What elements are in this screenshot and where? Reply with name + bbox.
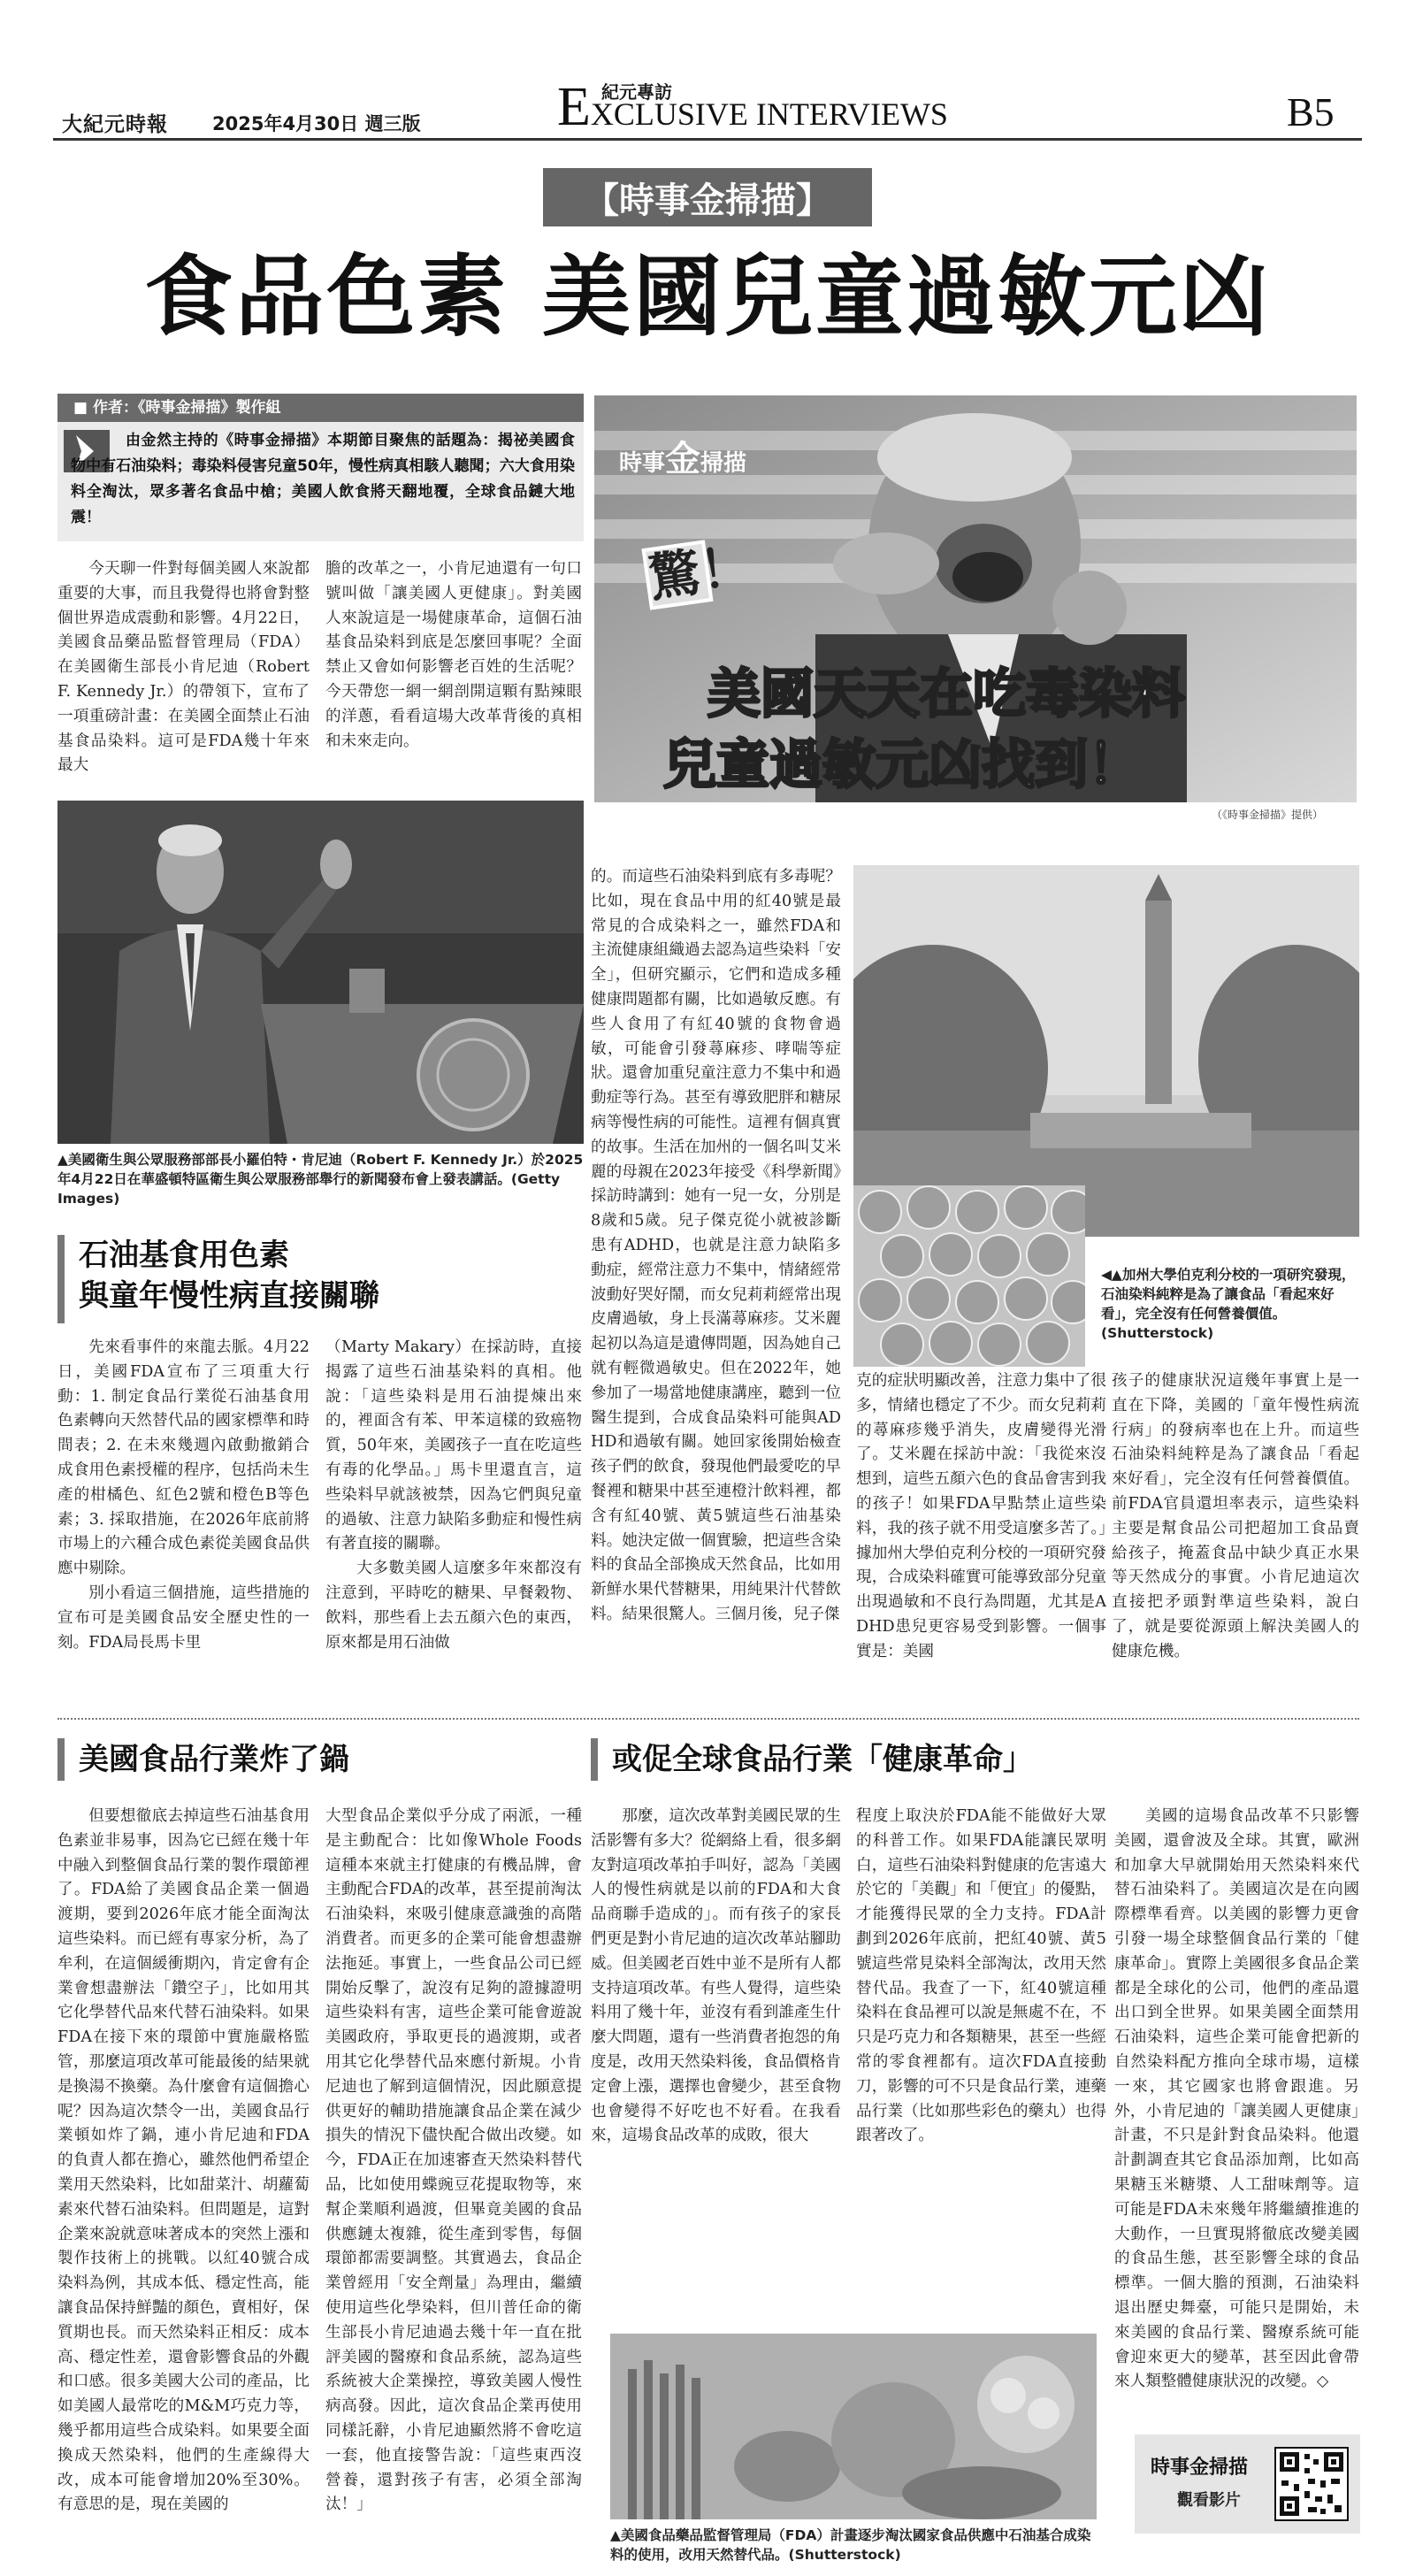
masthead [0, 0, 1415, 152]
right-column-2 [1112, 1369, 1359, 1707]
photo-macarons [853, 1185, 1085, 1367]
section-title-rest: XCLUSIVE INTERVIEWS [590, 96, 948, 132]
bottom-paragraph-1: 但要想徹底去掉這些石油基食用色素並非易事，因為它已經在幾十年中融入到整個食品行業的製作環節裡了。FDA給了美國食品企業一個過渡期，要到2026年底才能全面淘汰這些染料。而已經有專家分析，為了牟利，在這個緩衝期內，肯定會有企業會想盡辦法「鑽空子」，比如用其它化學替代品來代替石油染料。如果FDA在接下來的環節中實施嚴格監管，那麼這項改革可能最後的結果就是換湯不換藥。為什麼會有這個擔心呢？因為這次禁令一出，美國食品行業頓如炸了鍋，連小肯尼迪和FDA的負責人都在擔心，雖然他們希望企業用天然染料，比如甜菜汁、胡蘿蔔素來代替石油染料。但問題是，這對企業來說就意味著成本的突然上漲和製作技術上的挑戰。以紅40號合成染料為例，其成本低、穩定性高，能讓食品保持鮮豔的顏色，賣相好，保質期也長。而天然染料正相反：成本高、穩定性差，還會影響食品的外觀和口感。很多美國大公司的產品，比如美國人最常吃的M&M巧克力等，幾乎都用這些合成染料。如果要全面換成天然染料，他們的生產線得大改，成本可能會增加20%至30%。有意思的是，現在美國的 [57, 1807, 310, 2514]
subhead-1-line-a: 石油基食用色素 [79, 1238, 289, 1273]
intro-paragraph-2: 膽的改革之一，小肯尼迪還有一句口號叫做「讓美國人更健康」。對美國人來說這是一場健康革命，這個石油基食品染料到底是怎麼回事呢？全面禁止又會如何影響老百姓的生活呢？今天帶您一網一網剖開這顆有點辣眼的洋蔥，看看這場大改革背後的真相和未來走向。 [325, 560, 582, 750]
bottom-paragraph-5: 美國的這場食品改革不只影響美國，還會波及全球。其實，歐洲和加拿大早就開始用天然染料來代替石油染料了。美國這次是在向國際標準看齊。以美國的影響力更會引發一場全球整個食品行業的「健康革命」。實際上美國很多食品企業都是全球化的公司，他們的產品還出口到全世界。如果美國全面禁用石油染料，這些企業可能會把新的自然染料配方推向全球市場，這樣一來，其它國家也將會跟進。另外，小肯尼迪的「讓美國人更健康」計畫，不只是針對食品染料。他還計劃調查其它食品添加劑，比如高果糖玉米糖漿、人工甜味劑等。這可能是FDA未來幾年將繼續推進的大動作，一旦實現將徹底改變美國的食品生態，甚至影響全球的食品標準。一個大膽的預測，石油染料退出歷史舞臺，可能只是開始，未來美國的食品行業、醫療系統可能會迎來更大的變革，甚至因此會帶來人類整體健康狀況的改變。◇ [1114, 1807, 1359, 2391]
promo-title: 時事金掃描 [1151, 2457, 1249, 2479]
photo-campus [853, 865, 1359, 1237]
mid-column-a [57, 1336, 310, 1707]
section-title [557, 77, 948, 137]
right-paragraph-2: 孩子的健康狀況這幾年事實上是一直在下降，美國的「童年慢性病流行病」的發病率也在上升。而這些石油染料純粹是為了讓食品「看起來好看」，完全沒有任何營養價值。前FDA官員還坦率表示，這些染料主要是幫食品公司把超加工食品賣給孩子，掩蓋食品中缺少真正水果等天然成分的事實。小肯尼迪這次直接把矛頭對準這些染料，說白了，就是要從源頭上解決美國人的健康危機。 [1112, 1372, 1359, 1660]
kennedy-illustration [57, 801, 584, 1144]
hero-shock-badge: 驚！ [641, 540, 713, 610]
lede-text: 由金然主持的《時事金掃描》本期節目聚焦的話題為：揭祕美國食物中有石油染料；毒染料侵害兒童50年，慢性病真相駭人聽聞；六大食用染料全淘汰，眾多著名食品中槍；美國人飲食將天翻地覆，全球食品鏈大地震！ [71, 432, 575, 526]
paper-name: 大紀元時報 [62, 113, 168, 136]
intro-column-2 [325, 557, 582, 794]
mid-a-paragraph-1: 先來看事件的來龍去脈。4月22日，美國FDA宣布了三項重大行動：1. 制定食品行業從石油基食用色素轉向天然替代品的國家標準和時間表；2. 在未來幾週內啟動撤銷合成食用色素授權的程序，包括尚未生產的柑橘色、紅色2號和橙色B等色素；3. 採取措施，在2026年底前將市場上的六種合成色素從美國食品供應中剔除。 [57, 1338, 310, 1578]
campus-illustration [853, 865, 1359, 1237]
macarons-illustration [853, 1185, 1085, 1367]
bottom-column-3 [591, 1805, 841, 2309]
right-paragraph-1: 克的症狀明顯改善，注意力集中了很多，情緒也穩定了不少。而女兒莉莉的蕁麻疹幾乎消失，皮膚變得光滑了。艾米麗在採訪中說：「我從來沒想到，這些五顏六色的食品會害到我的孩子！如果FDA早點禁止這些染料，我的孩子就不用受這麼多苦了。」據加州大學伯克利分校的一項研究發現，合成染料確實可能導致部分兒童出現過敏和不良行為問題，尤其是ADHD患兒更容易受到影響。一個事實是：美國 [856, 1372, 1106, 1660]
byline-text: ■ 作者：《時事金掃描》製作組 [73, 399, 281, 417]
produce-illustration [610, 2334, 1097, 2519]
hero-line-1: 美國天天在吃毒染料 [708, 663, 1185, 725]
section-heading-industry: 美國食品行業炸了鍋 [57, 1738, 349, 1781]
hero-logo-right: 掃描 [700, 450, 747, 477]
kicker-banner [543, 168, 872, 226]
issue-date: 2025年4月30日 週三版 [212, 113, 421, 134]
promo-action[interactable]: 觀看影片 [1177, 2491, 1241, 2510]
byline-bar [57, 394, 584, 422]
bottom-column-4 [856, 1805, 1106, 2309]
photo-kennedy-caption: ▲美國衛生與公眾服務部部長小羅伯特・肯尼迪（Robert F. Kennedy Jr.）於2025年4月22日在華盛頓特區衛生與公眾服務部舉行的新聞發布會上發表講話。(Getty Images) [57, 1152, 584, 1207]
photo-campus-caption: ◀▲加州大學伯克利分校的一項研究發現，石油染料純粹是為了讓食品「看起來好看」，完全沒有任何營養價值。(Shutterstock) [1101, 1267, 1356, 1341]
mid-b-paragraph-2: 大多數美國人這麼多年來都沒有注意到，平時吃的糖果、早餐穀物、飲料，那些看上去五顏六色的東西，原來都是用石油做 [325, 1560, 582, 1652]
mid-b-paragraph-1: （Marty Makary）在採訪時，直接揭露了這些石油基染料的真相。他說：「這些染料是用石油提煉出來的，裡面含有苯、甲苯這樣的致癌物質，50年來，美國孩子一直在吃這些有毒的化學品。」馬卡里還直言，這些染料早就該被禁，因為它們與兒童的過敏、注意力缺陷多動症和慢性病有著直接的關聯。 [325, 1338, 582, 1553]
hero-image [594, 395, 1357, 802]
photo-kennedy [57, 801, 584, 1144]
mid-c-paragraph: 的。而這些石油染料到底有多毒呢？比如，現在食品中用的紅40號是最常見的合成染料之一，雖然FDA和主流健康組織過去認為這些染料「安全」，但研究顯示，它們和造成多種健康問題都有關，比如過敏反應。有些人食用了有紅40號的食物會過敏，可能會引發蕁麻疹、哮喘等症狀。還會加重兒童注意力不集中和過動症等行為。甚至有導致肥胖和糖尿病等慢性病的可能性。這裡有個真實的故事。生活在加州的一個名叫艾米麗的母親在2023年接受《科學新聞》採訪時講到：她有一兒一女，分別是8歲和5歲。兒子傑克從小就被診斷患有ADHD，也就是注意力缺陷多動症，經常注意力不集中，情緒經常波動好哭好鬧，而女兒莉莉經常出現皮膚過敏，身上長滿蕁麻疹。艾米麗起初以為這是遺傳問題，因為她自己就有輕微過敏史。但在2022年，她參加了一場當地健康講座，聽到一位醫生提到，合成食品染料可能與ADHD和過敏有關。她回家後開始檢查孩子們的飲食，發現他們最愛吃的早餐裡和糖果中甚至連橙汁飲料裡，都含有紅40號、黃5號這些石油基染料。她決定做一個實驗，把這些含染料的食品全部換成天然食品，比如用新鮮水果代替糖果，用純果汁代替飲料。結果很驚人。三個月後，兒子傑 [591, 868, 841, 1623]
bottom-column-5 [1114, 1805, 1359, 2424]
hero-logo [619, 431, 746, 481]
video-promo[interactable] [1135, 2434, 1360, 2534]
section-heading-revolution: 或促全球食品行業「健康革命」 [591, 1738, 1033, 1781]
intro-paragraph-1: 今天聊一件對每個美國人來說都重要的大事，而且我覺得也將會對整個世界造成震動和影響。4月22日，美國食品藥品監督管理局（FDA）在美國衛生部長小肯尼迪（Robert F. Kennedy Jr.）的帶領下，宣布了一項重磅計畫：在美國全面禁止石油基食品染料。這可是FDA幾十年來最大 [57, 560, 310, 775]
masthead-rule [53, 138, 1362, 141]
page-number: B5 [1287, 89, 1335, 134]
section-divider [57, 1718, 1359, 1720]
right-column-1 [856, 1369, 1106, 1707]
photo-produce-caption: ▲美國食品藥品監督管理局（FDA）計畫逐步淘汰國家食品供應中石油基合成染料的使用，改用天然替代品。(Shutterstock) [610, 2527, 1091, 2563]
mid-column-c [591, 865, 841, 1707]
kicker-text: 【時事金掃描】 [584, 180, 831, 221]
hero-credit: （《時事金掃描》提供） [1212, 809, 1324, 821]
subhead-1-line-b: 與童年慢性病直接關聯 [79, 1278, 379, 1314]
bottom-paragraph-2: 大型食品企業似乎分成了兩派，一種是主動配合：比如像Whole Foods這種本來就主打健康的有機品牌，會主動配合FDA的改革，甚至提前淘汰石油染料，來吸引健康意識強的高階消費者。而更多的企業可能會想盡辦法拖延。事實上，一些食品公司已經開始反擊了，說沒有足夠的證據證明這些染料有害，這些企業可能會遊說美國政府，爭取更長的過渡期，或者用其它化學替代品來應付新規。小肯尼迪也了解到這個情況，因此願意提供更好的輔助措施讓食品企業在減少損失的情況下儘快配合做出改變。如今，FDA正在加速審查天然染料替代品，比如使用蝶豌豆花提取物等，來幫企業順利過渡，但畢竟美國的食品供應鏈太複雜，從生產到零售，每個環節都需要調整。其實過去，食品企業曾經用「安全劑量」為理由，繼續使用這些化學染料，但川普任命的衛生部長小肯尼迪過去幾十年一直在批評美國的醫療和食品系統，認為這些系統被大企業操控，導致美國人慢性病高發。因此，這次食品企業再使用同樣託辭，小肯尼迪顯然將不會吃這一套，他直接警告說：「這些東西沒營養，還對孩子有害，必須全部淘汰！」 [325, 1807, 582, 2514]
bottom-paragraph-4: 程度上取決於FDA能不能做好大眾的科普工作。如果FDA能讓民眾明白，這些石油染料對健康的危害遠大於它的「美觀」和「便宜」的優點，才能獲得民眾的全力支持。FDA計劃到2026年底前，把紅40號、黃5號這些常見染料全部淘汰，改用天然替代品。我查了一下，紅40號這種染料在食品裡可以說是無處不在，不只是巧克力和各類糖果，甚至一些經常的零食裡都有。這次FDA直接動刀，影響的可不只是食品行業，連藥品行業（比如那些彩色的藥丸）也得跟著改了。 [856, 1807, 1106, 2145]
intro-column-1 [57, 557, 310, 794]
photo-produce [610, 2334, 1097, 2519]
mid-column-b [325, 1336, 582, 1707]
qr-code-icon[interactable] [1274, 2447, 1349, 2521]
section-small-label: 紀元專訪 [601, 81, 672, 103]
bottom-paragraph-3: 那麼，這次改革對美國民眾的生活影響有多大？從網絡上看，很多網友對這項改革拍手叫好，認為「美國人的慢性病就是以前的FDA和大食品商聯手造成的」。而有孩子的家長們更是對小肯尼迪的這次改革站腳助威。但美國老百姓中並不是所有人都支持這項改革。有些人覺得，這些染料用了幾十年，並沒有看到誰產生什麼大問題，還有一些消費者抱怨的角度是，改用天然染料後，食品價格肯定會上漲，選擇也會變少，甚至食物也會變得不好吃也不好看。在我看來，這場食品改革的成敗，很大 [591, 1807, 841, 2145]
bottom-column-1 [57, 1805, 310, 2561]
headline: 食品色素 美國兒童過敏元凶 [144, 244, 1271, 349]
hero-logo-left: 時事 [619, 450, 666, 477]
section-title-initial: E [557, 77, 591, 137]
mid-a-paragraph-2: 別小看這三個措施，這些措施的宣布可是美國食品安全歷史性的一刻。FDA局長馬卡里 [57, 1583, 310, 1652]
subhead-1 [57, 1235, 584, 1323]
bottom-column-2 [325, 1805, 582, 2561]
hero-logo-mid: 金 [665, 438, 701, 479]
hero-line-2: 兒童過敏元凶找到！ [663, 734, 1141, 796]
